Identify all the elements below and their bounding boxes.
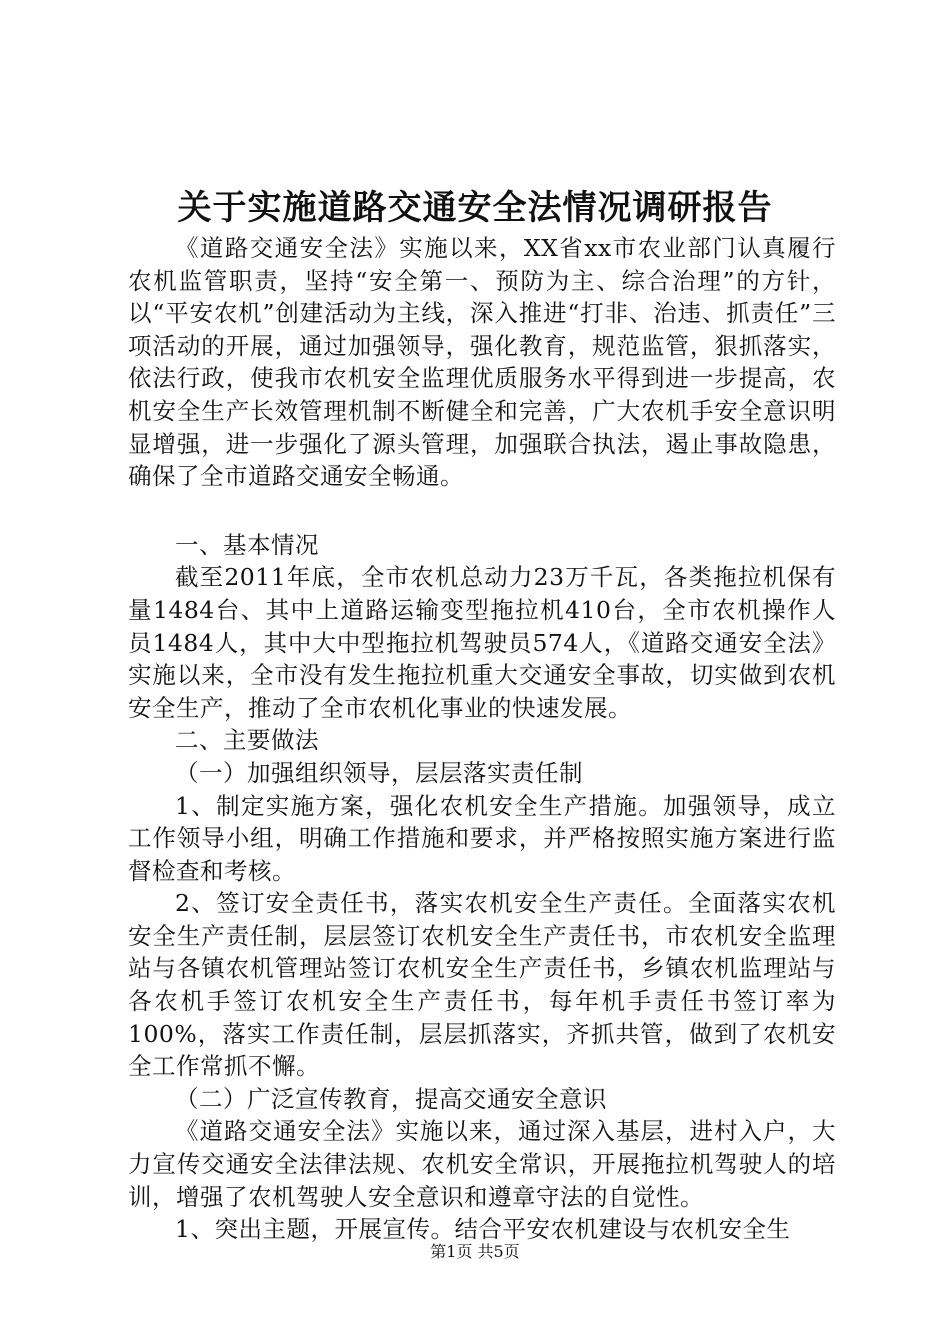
basic-situation-paragraph: 截至2011年底，全市农机总动力23万千瓦，各类拖拉机保有量1484台、其中上道路运输变型拖拉机410台，全市农机操作人员1484人，其中大中型拖拉机驾驶员574人，《道路交通安全法》实施以来，全市没有发生拖拉机重大交通安全事故，切实做到农机安全生产，推动了全市农机化事业的快速发展。 [128,563,836,722]
document-body [128,232,836,1246]
item-paragraph-implementation-plan: 1、制定实施方案，强化农机安全生产措施。加强领导，成立工作领导小组，明确工作措施和要求，并严格按照实施方案进行监督检查和考核。 [128,791,836,885]
item-paragraph-responsibility-letter: 2、签订安全责任书，落实农机安全生产责任。全面落实农机安全生产责任制，层层签订农机安全生产责任书，市农机安全监理站与各镇农机管理站签订农机安全生产责任书，乡镇农机监理站与各农机手签订农机安全生产责任书，每年机手责任书签订率为100%，落实工作责任制，层层抓落实，齐抓共管，做到了农机安全工作常抓不懈。 [128,889,836,1081]
document-title: 关于实施道路交通安全法情况调研报告 [177,188,773,228]
item-paragraph-highlight-theme: 1、突出主题，开展宣传。结合平安农机建设与农机安全生 [175,1215,791,1244]
paragraph-spacer [128,493,836,529]
subsection-heading-organization: （一）加强组织领导，层层落实责任制 [175,758,583,787]
intro-paragraph: 《道路交通安全法》实施以来，XX省xx市农业部门认真履行农机监管职责，坚持“安全第一、预防为主、综合治理”的方针，以“平安农机”创建活动为主线，深入推进“打非、治违、抓责任”三项活动的开展，通过加强领导，强化教育，规范监管，狠抓落实，依法行政，使我市农机安全监理优质服务水平得到进一步提高，农机安全生产长效管理机制不断健全和完善，广大农机手安全意识明显增强，进一步强化了源头管理，加强联合执法，遏止事故隐患，确保了全市道路交通安全畅通。 [128,234,836,491]
section-heading-basic-situation: 一、基本情况 [175,530,319,559]
publicity-paragraph: 《道路交通安全法》实施以来，通过深入基层，进村入户，大力宣传交通安全法律法规、农机安全常识，开展拖拉机驾驶人的培训，增强了农机驾驶人安全意识和遵章守法的自觉性。 [128,1117,836,1211]
section-heading-main-practices: 二、主要做法 [175,726,319,755]
subsection-heading-publicity: （二）广泛宣传教育，提高交通安全意识 [175,1084,607,1113]
page-number-footer: 第1页 共5页 [430,1242,520,1261]
